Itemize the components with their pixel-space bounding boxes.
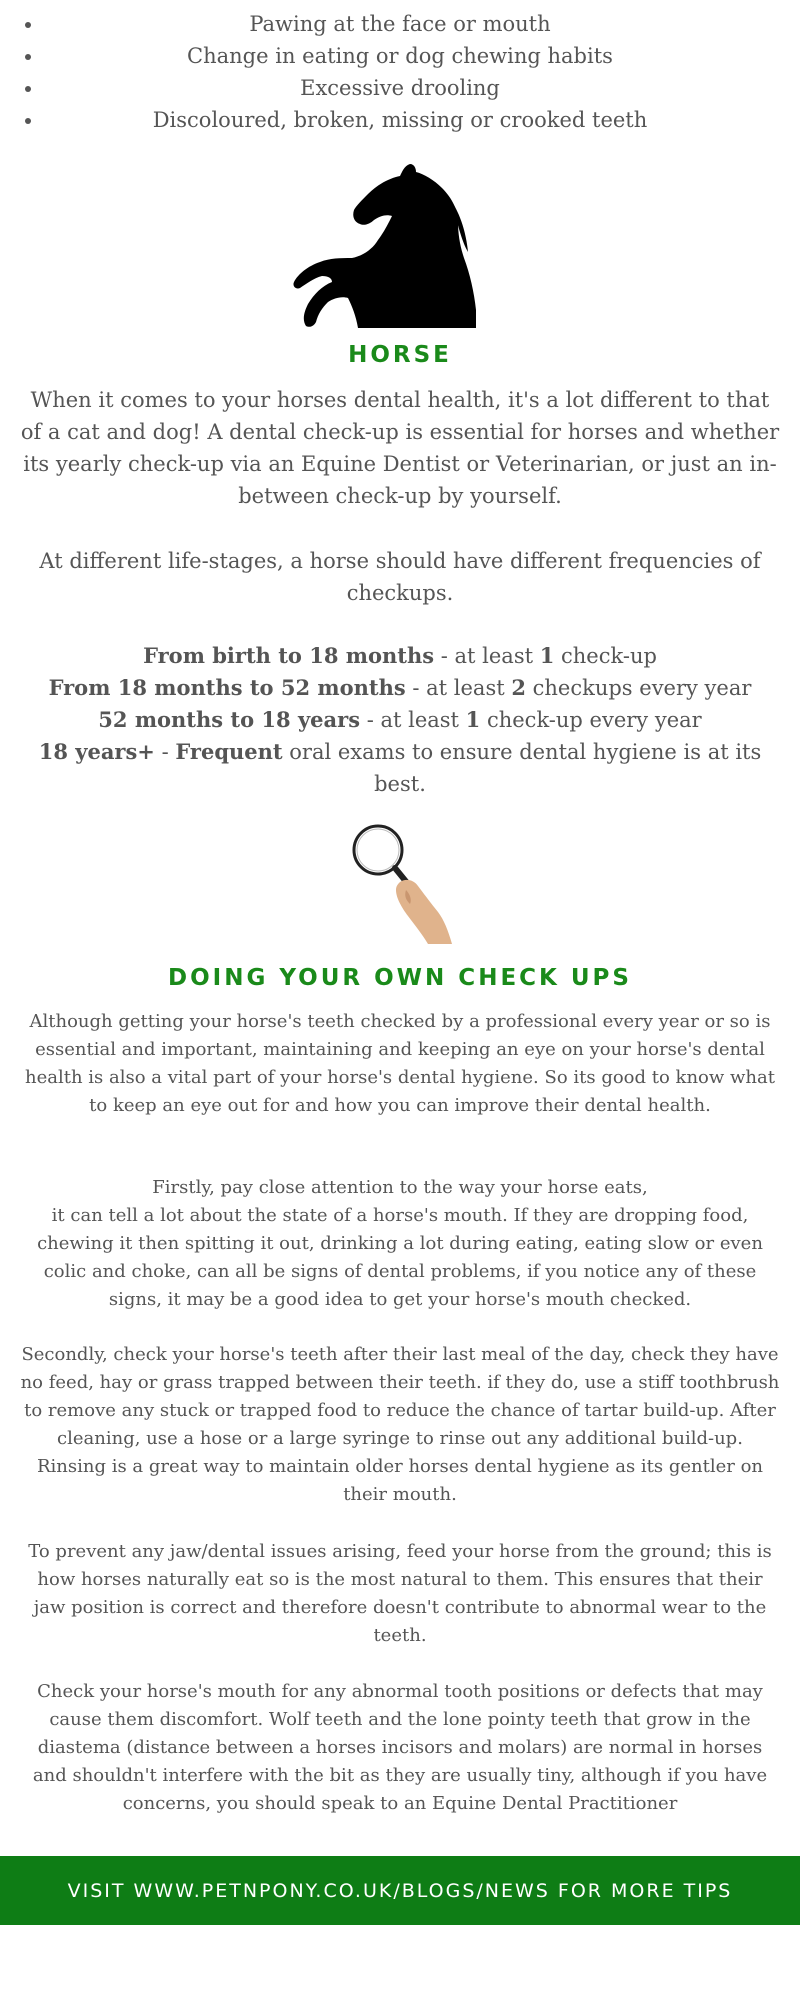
paragraph-2-rest: it can tell a lot about the state of a horse's mouth. If they are dropping food, chewing it then spitting it out, drinking a lot during eating, eating slow or even colic and choke, can all be signs of dental problems, if you notice any of these signs, it may be a good idea to get your horse's mouth checked.	[37, 1205, 763, 1310]
checkup-schedule	[20, 640, 780, 800]
symptoms-list	[0, 8, 800, 136]
schedule-row	[20, 736, 780, 800]
footer-banner[interactable]	[0, 1856, 800, 1925]
schedule-rest: checkups every year	[525, 676, 752, 700]
list-item: • Excessive drooling	[44, 72, 800, 104]
schedule-rest: oral exams to ensure dental hygiene is at its best.	[282, 740, 762, 796]
checkups-paragraph-4: To prevent any jaw/dental issues arising, feed your horse from the ground; this is how horses naturally eat so is the most natural to them. This ensures that their jaw position is correct and therefore doesn't contribute to abnormal wear to the teeth.	[28, 1541, 772, 1646]
schedule-period: From 18 months to 52 months	[48, 675, 406, 700]
schedule-count: 1	[465, 707, 481, 732]
schedule-row	[20, 640, 780, 672]
horse-heading: HORSE	[348, 342, 452, 368]
checkups-paragraph-2	[20, 1174, 780, 1314]
horse-intro-paragraph: When it comes to your horses dental health, it's a lot different to that of a cat and dog! A dental check-up is essential for horses and whether its yearly check-up via an Equine Dentist or Veterinarian, or just an in-between check-up by yourself.	[20, 388, 780, 508]
footer-link-text[interactable]: VISIT WWW.PETNPONY.CO.UK/BLOGS/NEWS FOR MORE TIPS	[67, 1879, 733, 1902]
schedule-period: From birth to 18 months	[143, 643, 435, 668]
list-item: • Change in eating or dog chewing habits	[44, 40, 800, 72]
list-item: • Pawing at the face or mouth	[44, 8, 800, 40]
schedule-dash: - at least	[405, 676, 512, 700]
checkups-paragraph-5: Check your horse's mouth for any abnormal tooth positions or defects that may cause them discomfort. Wolf teeth and the lone pointy teeth that grow in the diastema (distance between a horses incisors and molars) are normal in horses and shouldn't interfere with the bit as they are usually tiny, although if you have concerns, you should speak to an Equine Dental Practitioner	[32, 1681, 768, 1814]
schedule-dash: - at least	[360, 708, 466, 732]
checkups-paragraph-1: Although getting your horse's teeth checked by a professional every year or so is essential and important, maintaining and keeping an eye on your horse's dental health is also a vital part of your horse's dental hygiene. So its good to know what to keep an eye out for and how you can improve their dental health.	[25, 1011, 775, 1116]
schedule-rest: check-up	[554, 644, 657, 668]
schedule-count: Frequent	[175, 739, 283, 764]
list-item: • Discoloured, broken, missing or crooked teeth	[44, 104, 800, 136]
magnifying-glass-icon	[348, 820, 452, 944]
schedule-period: 18 years+	[38, 739, 155, 764]
schedule-period: 52 months to 18 years	[98, 707, 361, 732]
schedule-rest: check-up every year	[480, 708, 702, 732]
horse-head-icon	[292, 162, 476, 328]
checkups-heading: DOING YOUR OWN CHECK UPS	[168, 965, 632, 991]
paragraph-2-first-line: Firstly, pay close attention to the way your horse eats,	[152, 1177, 648, 1198]
life-stages-paragraph: At different life-stages, a horse should have different frequencies of checkups.	[39, 549, 761, 605]
checkups-paragraph-3: Secondly, check your horse's teeth after their last meal of the day, check they have no feed, hay or grass trapped between their teeth. if they do, use a stiff toothbrush to remove any stuck or trapped food to reduce the chance of tartar build-up. After cleaning, use a hose or a large syringe to rinse out any additional build-up. Rinsing is a great way to maintain older horses dental hygiene as its gentler on their mouth.	[20, 1344, 780, 1505]
schedule-count: 2	[511, 675, 526, 700]
schedule-dash: -	[154, 740, 176, 764]
schedule-row	[20, 672, 780, 704]
schedule-row	[20, 704, 780, 736]
schedule-dash: - at least	[434, 644, 540, 668]
schedule-count: 1	[539, 643, 555, 668]
